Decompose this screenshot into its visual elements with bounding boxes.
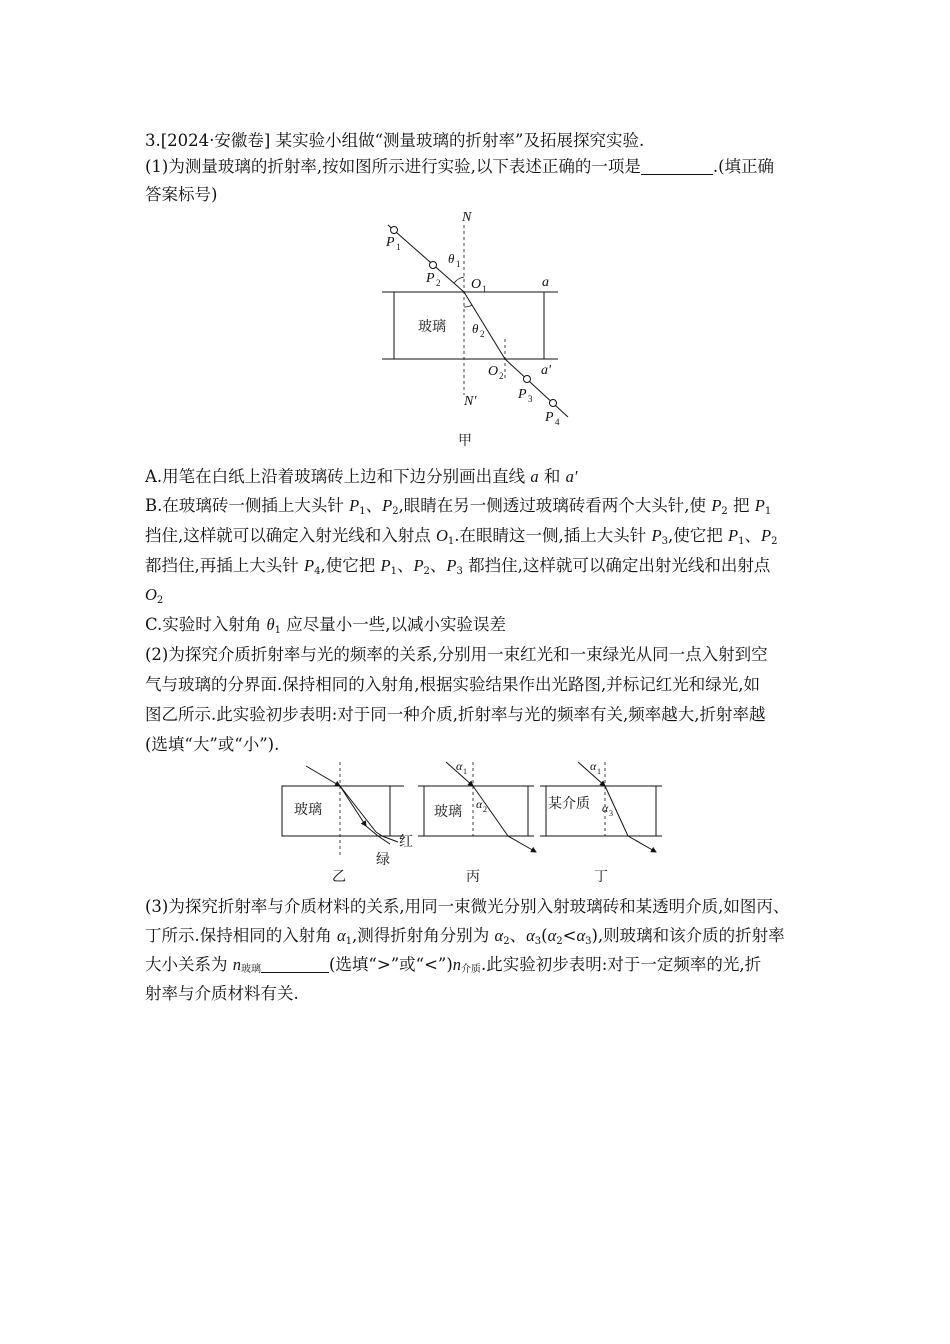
label-p3: P xyxy=(518,387,527,402)
label-n-prime: N′ xyxy=(464,394,477,409)
label-glass: 玻璃 xyxy=(418,319,446,335)
part1-line1: (1)为测量玻璃的折射率,按如图所示进行实验,以下表述正确的一项是 .(填正确 xyxy=(145,157,775,176)
label-theta2: θ xyxy=(472,321,479,336)
angle-theta1-arc xyxy=(454,277,464,283)
label-glass-bing: 玻璃 xyxy=(434,804,462,820)
label-p4: P xyxy=(545,410,554,425)
caption-jia: 甲 xyxy=(458,433,472,449)
emergent-ray xyxy=(505,359,568,417)
label-p1: P xyxy=(386,235,395,250)
label-alpha3: α xyxy=(602,801,609,815)
label-green: 绿 xyxy=(376,852,390,868)
pin-p4 xyxy=(550,400,557,407)
part3-line4: 射率与介质材料有关. xyxy=(145,984,299,1003)
pin-p3 xyxy=(524,376,531,383)
option-b-line3: 都挡住,再插上大头针 $P_4$,使它把 $P_1$、$P_2$、$P_3$ 都挡住,这样就可以确定出射光线和出射点 xyxy=(145,556,771,577)
label-p1-sub: 1 xyxy=(396,242,401,252)
label-alpha1-ding: α xyxy=(590,759,597,773)
label-theta1: θ xyxy=(448,251,455,266)
option-b-line4: $O_2$ xyxy=(145,585,164,606)
label-p2-sub: 2 xyxy=(436,278,441,288)
glass-block xyxy=(394,292,544,359)
option-a: A.用笔在白纸上沿着玻璃砖上边和下边分别画出直线 a 和 a′ xyxy=(145,467,578,486)
caption-yi: 乙 xyxy=(332,869,346,885)
label-p3-sub: 3 xyxy=(528,394,533,404)
part1-line2: 答案标号) xyxy=(145,185,218,204)
question-title: 3.[2024·安徽卷] 某实验小组做“测量玻璃的折射率”及拓展探究实验. xyxy=(145,131,645,150)
pin-p2 xyxy=(430,262,437,269)
part2-line3: 图乙所示.此实验初步表明:对于同一种介质,折射率与光的频率有关,频率越大,折射率越 xyxy=(145,705,766,724)
label-n: N xyxy=(462,210,472,225)
label-o2-sub: 2 xyxy=(499,371,504,381)
label-p4-sub: 4 xyxy=(555,417,560,427)
svg-text:2: 2 xyxy=(483,805,487,814)
angle-theta2-arc xyxy=(464,305,472,307)
label-alpha1-bing: α xyxy=(456,759,463,773)
svg-text:1: 1 xyxy=(597,767,601,776)
svg-text:3: 3 xyxy=(609,809,613,818)
figure-ding xyxy=(540,759,662,885)
figure-yi xyxy=(282,762,413,885)
part2-line1: (2)为探究介质折射率与光的频率的关系,分别用一束红光和一束绿光从同一点入射到空 xyxy=(145,645,768,664)
option-b-line2: 挡住,这样就可以确定入射光线和入射点 $O_1$.在眼睛这一侧,插上大头针 $P_3$,使它把 $P_1$、$P_2$ xyxy=(145,526,778,547)
figure-yi-bing-ding xyxy=(278,756,678,886)
label-alpha2: α xyxy=(476,797,483,811)
svg-text:1: 1 xyxy=(463,767,467,776)
answer-blank-1[interactable] xyxy=(641,158,713,175)
caption-bing: 丙 xyxy=(466,869,480,885)
figure-jia xyxy=(378,205,608,450)
label-theta2-sub: 2 xyxy=(480,329,485,339)
label-red: 红 xyxy=(399,834,413,850)
option-b-line1: B.在玻璃砖一侧插上大头针 $P_1$、$P_2$,眼睛在另一侧透过玻璃砖看两个大头针,使 $P_2$ 把 $P_1$ xyxy=(145,496,772,517)
label-theta1-sub: 1 xyxy=(456,259,461,269)
label-o2: O xyxy=(488,364,499,379)
option-c: C.实验时入射角 $\theta_1$ 应尽量小一些,以减小实验误差 xyxy=(145,615,507,636)
label-medium: 某介质 xyxy=(548,796,590,812)
label-o1-sub: 1 xyxy=(482,284,487,294)
part2-line2: 气与玻璃的分界面.保持相同的入射角,根据实验结果作出光路图,并标记红光和绿光,如 xyxy=(145,675,760,694)
answer-blank-3[interactable] xyxy=(261,956,329,973)
label-o1: O xyxy=(471,277,482,292)
part2-line4: (选填“大”或“小”). xyxy=(145,735,280,754)
label-a-prime: a′ xyxy=(541,363,552,378)
caption-ding: 丁 xyxy=(594,869,608,885)
part3-line2: 丁所示.保持相同的入射角 $\alpha_1$,测得折射角分别为 $\alpha_2$、$\alpha_3(\alpha_2<\alpha_3)$,则玻璃和该介质的折射率 xyxy=(145,926,785,947)
pin-p1 xyxy=(391,227,398,234)
figure-bing xyxy=(418,759,536,885)
refracted-ray xyxy=(464,292,505,359)
label-a: a xyxy=(542,275,549,290)
part3-line3: 大小关系为 n玻璃 (选填“>”或“<”)n介质.此实验初步表明:对于一定频率的光,折 xyxy=(145,955,762,975)
label-p2: P xyxy=(426,271,435,286)
label-glass-yi: 玻璃 xyxy=(294,802,322,818)
part3-line1: (3)为探究折射率与介质材料的关系,用同一束微光分别入射玻璃砖和某透明介质,如图丙、 xyxy=(145,897,790,916)
